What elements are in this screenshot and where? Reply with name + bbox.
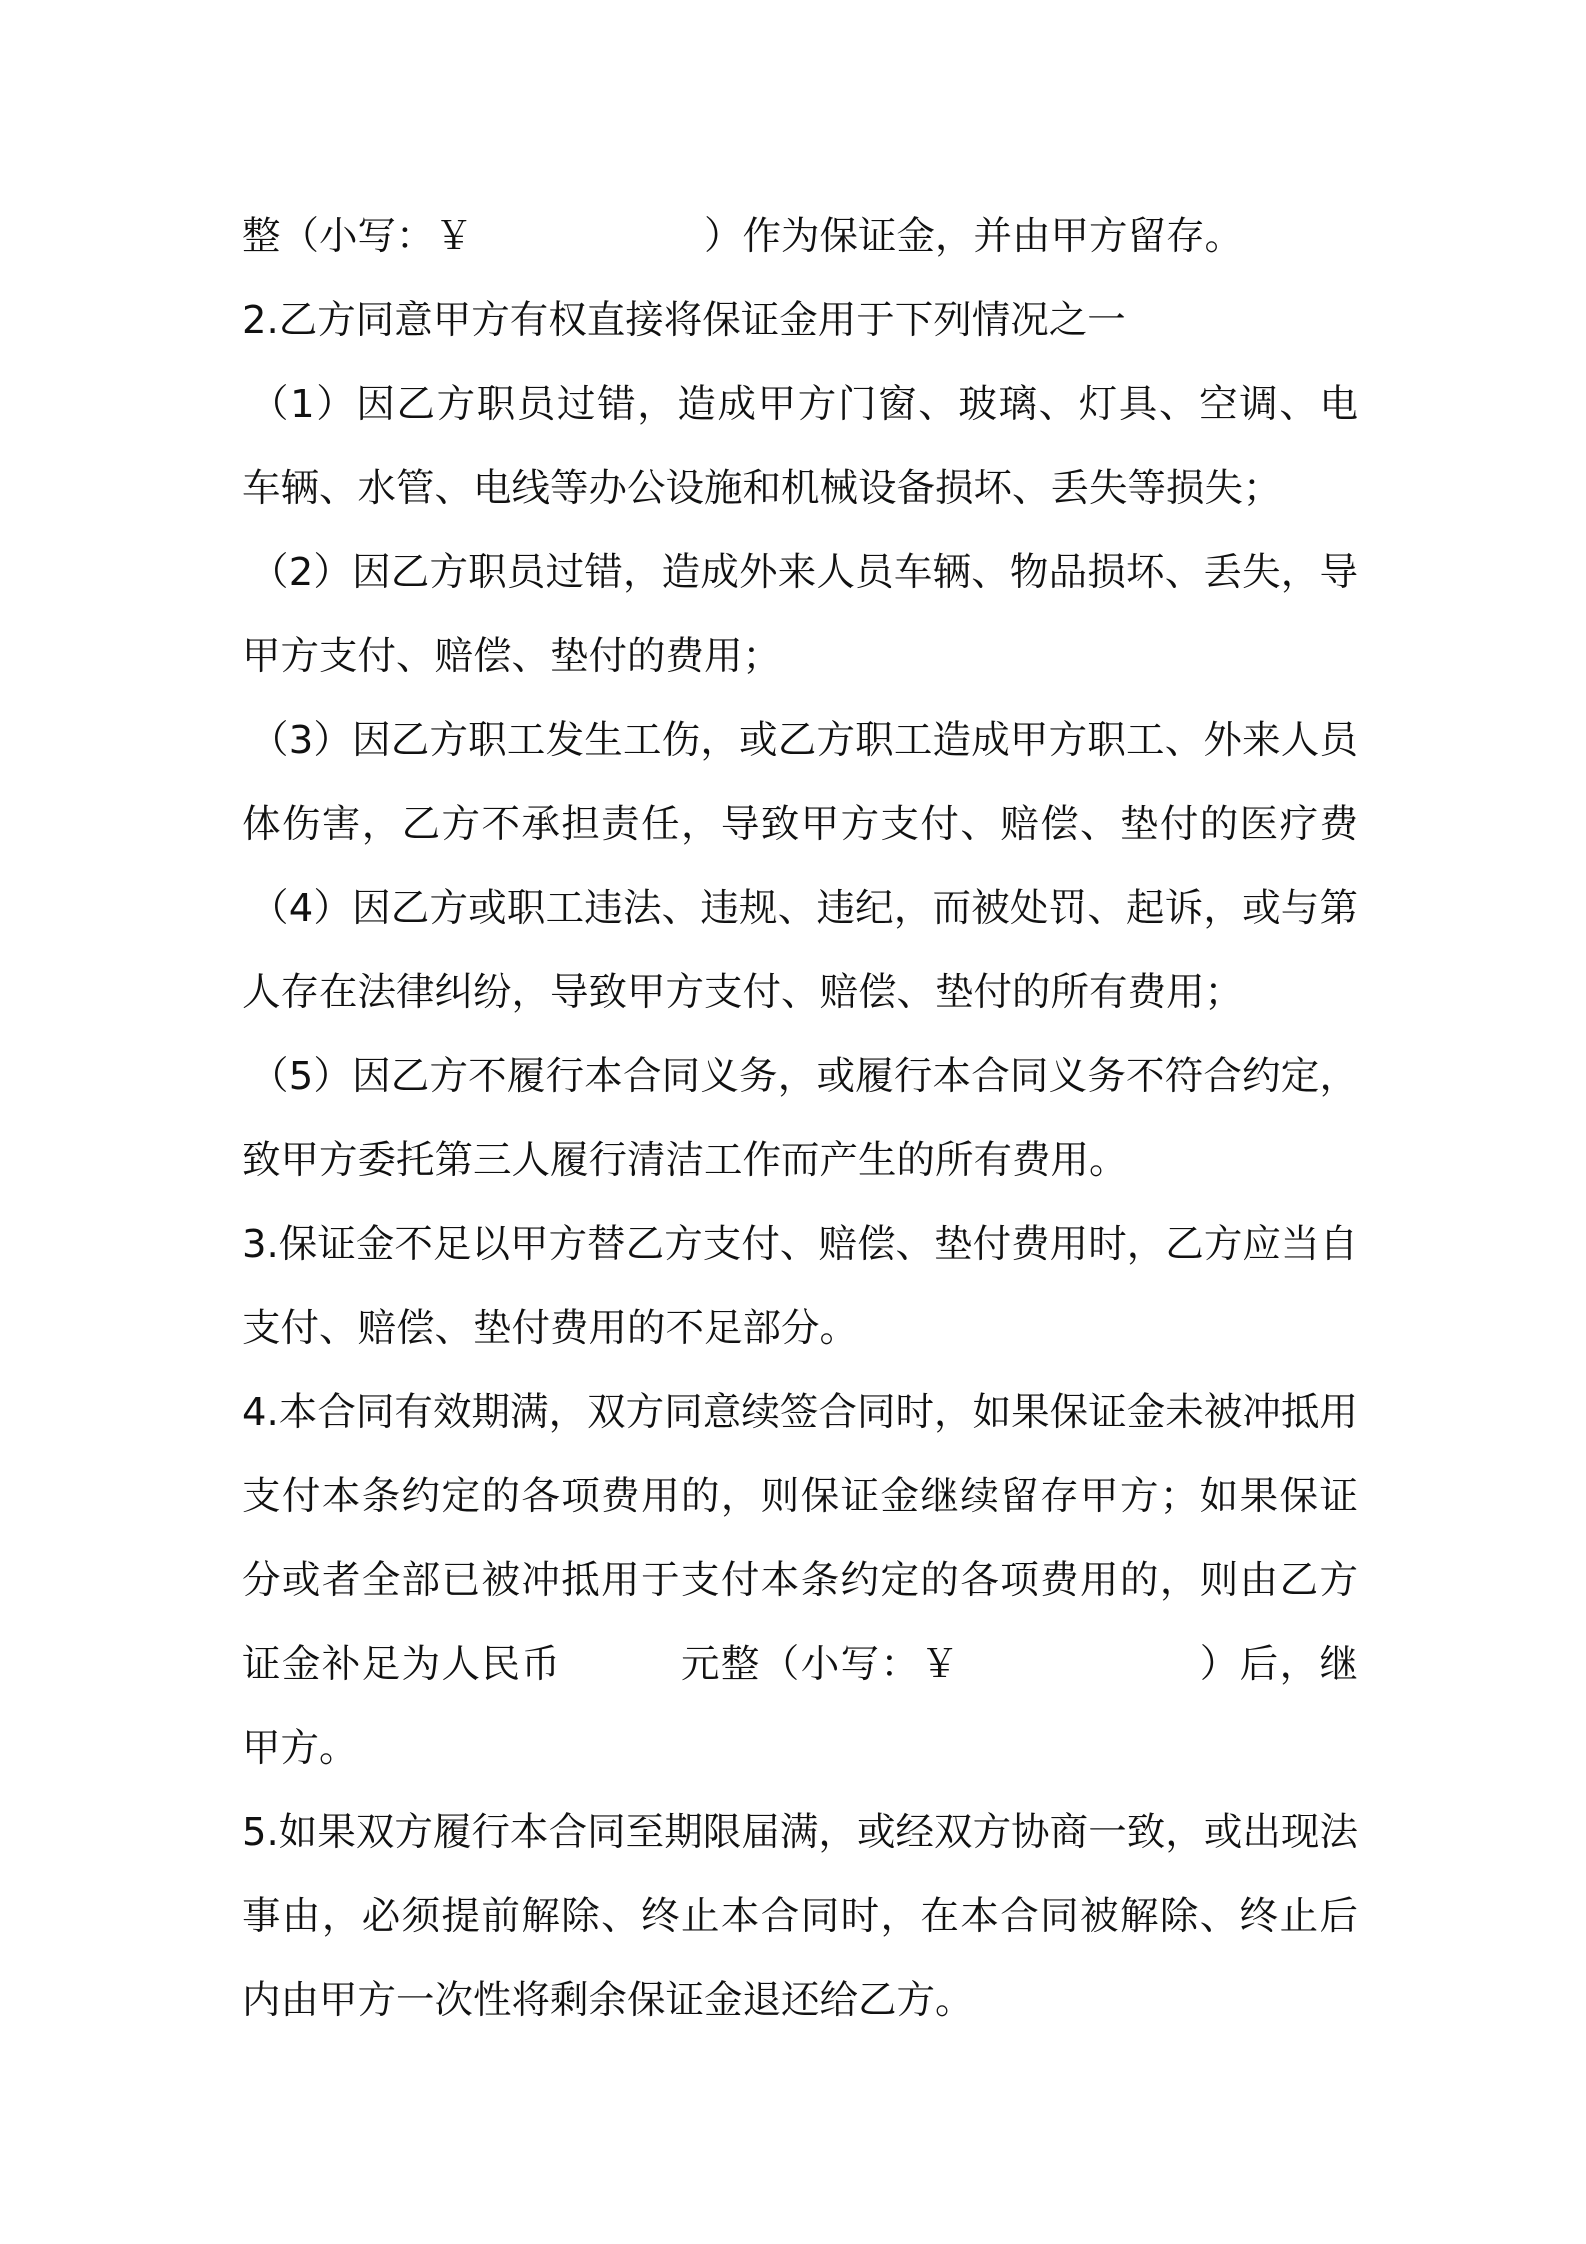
text-line: 致甲方委托第三人履行清洁工作而产生的所有费用。 bbox=[242, 1138, 1128, 1183]
text-line: 事由，必须提前解除、终止本合同时，在本合同被解除、终止后 bbox=[242, 1894, 1358, 1939]
text-line: （2）因乙方职员过错，造成外来人员车辆、物品损坏、丢失，导 bbox=[250, 550, 1358, 595]
text-line: （4）因乙方或职工违法、违规、违纪，而被处罚、起诉，或与第 bbox=[250, 886, 1358, 931]
contract-text bbox=[242, 195, 1358, 2043]
text-line: 人存在法律纠纷，导致甲方支付、赔偿、垫付的所有费用； bbox=[242, 970, 1244, 1015]
text-line: （1）因乙方职员过错，造成甲方门窗、玻璃、灯具、空调、电 bbox=[250, 382, 1358, 427]
text-line: 3.保证金不足以甲方替乙方支付、赔偿、垫付费用时，乙方应当自 bbox=[242, 1222, 1358, 1267]
text-line: 整（小写：￥ ）作为保证金，并由甲方留存。 bbox=[242, 214, 1244, 259]
text-line: 支付本条约定的各项费用的，则保证金继续留存甲方；如果保证 bbox=[242, 1474, 1358, 1519]
text-line: 5.如果双方履行本合同至期限届满，或经双方协商一致，或出现法 bbox=[242, 1810, 1358, 1855]
text-line: 体伤害，乙方不承担责任，导致甲方支付、赔偿、垫付的医疗费 bbox=[242, 802, 1358, 847]
text-line: 支付、赔偿、垫付费用的不足部分。 bbox=[242, 1306, 859, 1351]
text-line: 内由甲方一次性将剩余保证金退还给乙方。 bbox=[242, 1978, 974, 2023]
text-line: （5）因乙方不履行本合同义务，或履行本合同义务不符合约定， bbox=[250, 1054, 1358, 1099]
text-line: 甲方。 bbox=[242, 1726, 358, 1771]
text-line: 车辆、水管、电线等办公设施和机械设备损坏、丢失等损失； bbox=[242, 466, 1282, 511]
text-line: 甲方支付、赔偿、垫付的费用； bbox=[242, 634, 782, 679]
text-line: 4.本合同有效期满，双方同意续签合同时，如果保证金未被冲抵用 bbox=[242, 1390, 1358, 1435]
text-line: 分或者全部已被冲抵用于支付本条约定的各项费用的，则由乙方 bbox=[242, 1558, 1358, 1603]
text-line: 2.乙方同意甲方有权直接将保证金用于下列情况之一 bbox=[242, 298, 1126, 343]
text-line: （3）因乙方职工发生工伤，或乙方职工造成甲方职工、外来人员 bbox=[250, 718, 1358, 763]
text-line: 证金补足为人民币 元整（小写：￥ ）后，继 bbox=[242, 1642, 1358, 1687]
